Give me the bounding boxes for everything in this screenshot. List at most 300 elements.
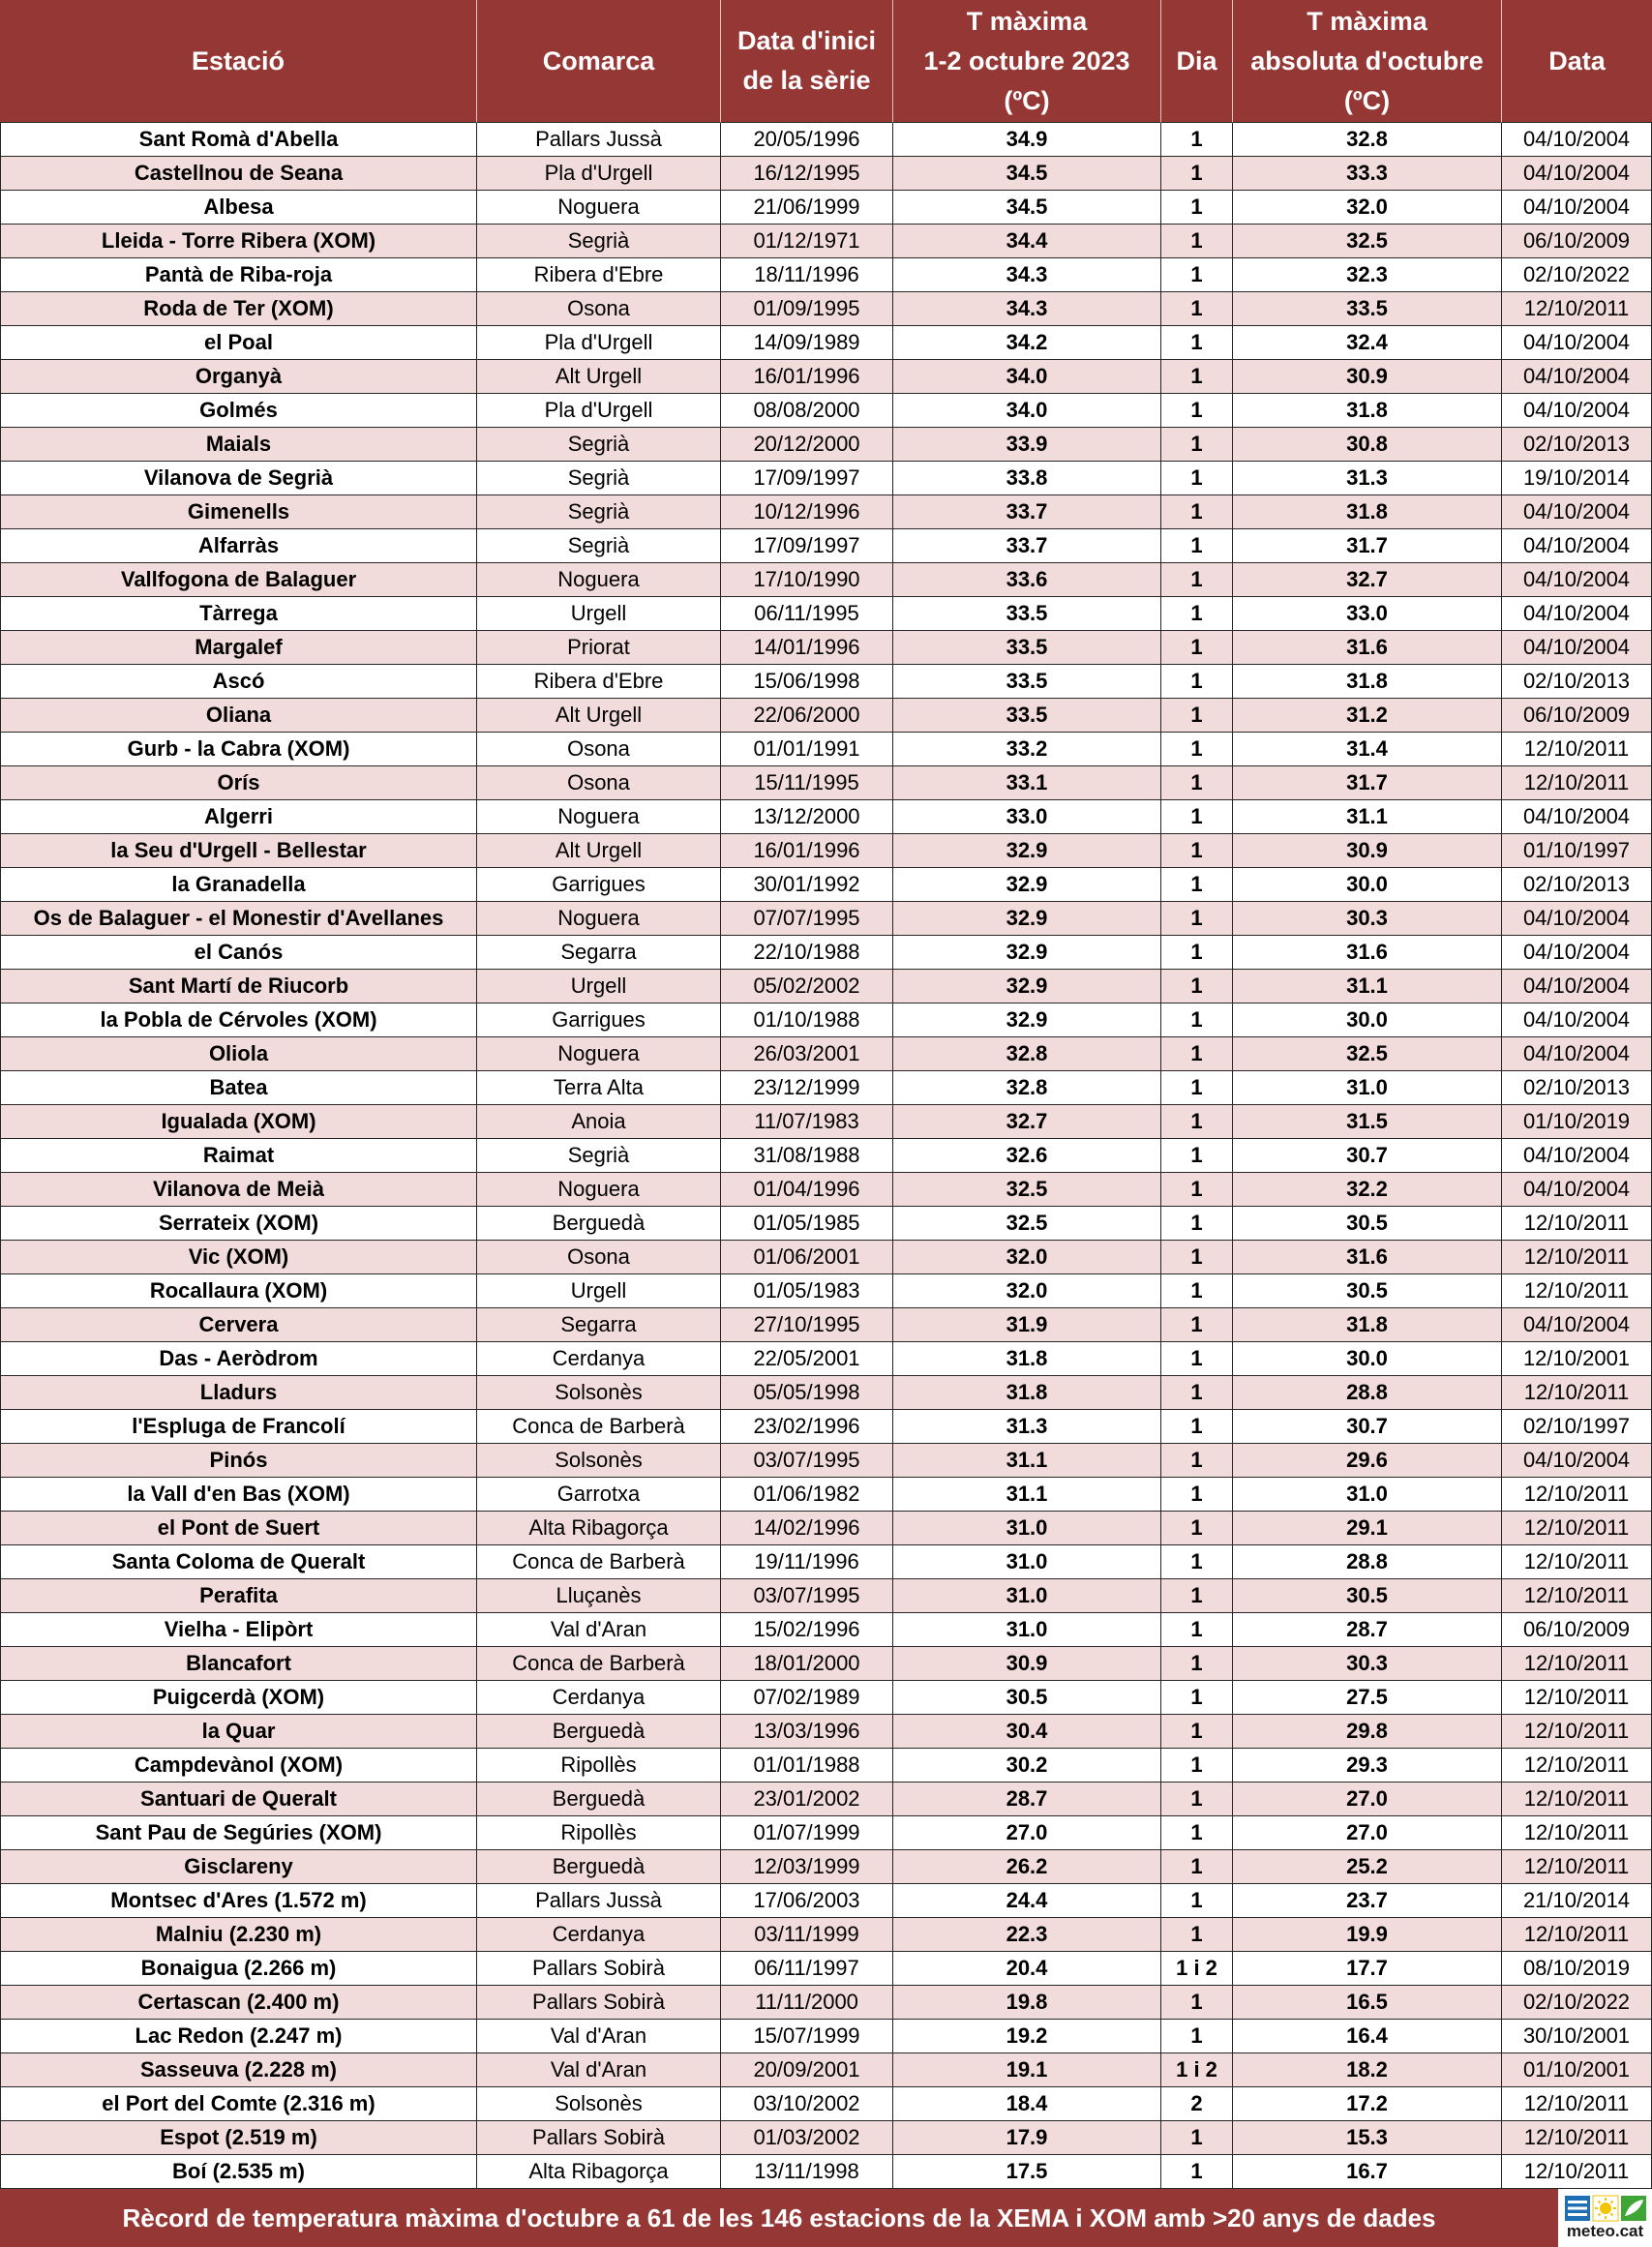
cell-data-inici: 22/06/2000 — [721, 699, 893, 733]
cell-data-inici: 11/11/2000 — [721, 1986, 893, 2020]
cell-data: 04/10/2004 — [1502, 123, 1652, 157]
cell-data: 12/10/2011 — [1502, 2087, 1652, 2121]
cell-estacio: Perafita — [0, 1579, 477, 1613]
cell-comarca: Alt Urgell — [477, 834, 721, 868]
cell-comarca: Cerdanya — [477, 1681, 721, 1715]
cell-data: 04/10/2004 — [1502, 1444, 1652, 1478]
cell-data: 02/10/2022 — [1502, 258, 1652, 292]
cell-t-max-2023: 33.7 — [893, 529, 1161, 563]
cell-estacio: Sant Pau de Segúries (XOM) — [0, 1816, 477, 1850]
cell-comarca: Osona — [477, 733, 721, 766]
cell-t-max-absoluta: 30.9 — [1233, 834, 1502, 868]
cell-data: 06/10/2009 — [1502, 699, 1652, 733]
cell-data-inici: 01/06/1982 — [721, 1478, 893, 1512]
cell-dia: 1 — [1161, 1274, 1233, 1308]
cell-estacio: Orís — [0, 766, 477, 800]
cell-comarca: Garrotxa — [477, 1478, 721, 1512]
cell-comarca: Pallars Sobirà — [477, 2121, 721, 2155]
cell-data: 12/10/2011 — [1502, 1376, 1652, 1410]
column-header-data-line: Data — [1548, 45, 1606, 75]
cell-t-max-absoluta: 29.1 — [1233, 1512, 1502, 1545]
cell-estacio: la Seu d'Urgell - Bellestar — [0, 834, 477, 868]
cell-estacio: Cervera — [0, 1308, 477, 1342]
cell-t-max-2023: 32.9 — [893, 936, 1161, 970]
cell-data-inici: 30/01/1992 — [721, 868, 893, 902]
cell-dia: 1 — [1161, 1884, 1233, 1918]
cell-t-max-2023: 32.6 — [893, 1139, 1161, 1173]
cell-t-max-absoluta: 17.7 — [1233, 1952, 1502, 1986]
cell-data: 08/10/2019 — [1502, 1952, 1652, 1986]
cell-data-inici: 15/02/1996 — [721, 1613, 893, 1647]
cell-estacio: Igualada (XOM) — [0, 1105, 477, 1139]
cell-t-max-absoluta: 30.5 — [1233, 1274, 1502, 1308]
cell-t-max-2023: 34.3 — [893, 292, 1161, 326]
cell-data-inici: 18/11/1996 — [721, 258, 893, 292]
cell-data: 12/10/2011 — [1502, 1850, 1652, 1884]
cell-data-inici: 07/02/1989 — [721, 1681, 893, 1715]
column-header-t-max-2023-line: T màxima — [966, 6, 1088, 36]
cell-dia: 1 — [1161, 1986, 1233, 2020]
cell-data: 01/10/2019 — [1502, 1105, 1652, 1139]
cell-t-max-absoluta: 18.2 — [1233, 2053, 1502, 2087]
cell-estacio: Golmés — [0, 394, 477, 428]
cell-t-max-2023: 33.6 — [893, 563, 1161, 597]
cell-comarca: Pallars Sobirà — [477, 1986, 721, 2020]
cell-dia: 1 i 2 — [1161, 1952, 1233, 1986]
cell-estacio: Bonaigua (2.266 m) — [0, 1952, 477, 1986]
cell-data: 12/10/2011 — [1502, 1681, 1652, 1715]
cell-data: 04/10/2004 — [1502, 1308, 1652, 1342]
cell-data: 12/10/2011 — [1502, 1816, 1652, 1850]
cell-data-inici: 01/09/1995 — [721, 292, 893, 326]
cell-data: 04/10/2004 — [1502, 529, 1652, 563]
cell-t-max-absoluta: 30.3 — [1233, 902, 1502, 936]
cell-t-max-2023: 34.0 — [893, 394, 1161, 428]
meteocat-logo-text: meteo.cat — [1566, 2222, 1644, 2240]
cell-data: 12/10/2011 — [1502, 1207, 1652, 1241]
cell-t-max-absoluta: 30.7 — [1233, 1410, 1502, 1444]
cell-t-max-2023: 32.5 — [893, 1207, 1161, 1241]
cell-t-max-2023: 30.4 — [893, 1715, 1161, 1749]
column-header-t-max-absoluta-line: absoluta d'octubre — [1250, 45, 1484, 75]
table-row — [0, 1478, 1652, 1512]
cell-data: 04/10/2004 — [1502, 360, 1652, 394]
table-row — [0, 1613, 1652, 1647]
cell-t-max-2023: 32.8 — [893, 1037, 1161, 1071]
cell-t-max-absoluta: 33.5 — [1233, 292, 1502, 326]
cell-t-max-absoluta: 31.2 — [1233, 699, 1502, 733]
cell-data: 12/10/2011 — [1502, 2121, 1652, 2155]
cell-t-max-absoluta: 28.8 — [1233, 1545, 1502, 1579]
cell-dia: 1 — [1161, 1850, 1233, 1884]
cell-t-max-2023: 31.8 — [893, 1376, 1161, 1410]
cell-dia: 1 — [1161, 800, 1233, 834]
cell-t-max-2023: 32.5 — [893, 1173, 1161, 1207]
cell-dia: 1 — [1161, 1241, 1233, 1274]
cell-data-inici: 06/11/1997 — [721, 1952, 893, 1986]
cell-dia: 2 — [1161, 2087, 1233, 2121]
table-row — [0, 1952, 1652, 1986]
column-header-comarca — [477, 0, 721, 123]
cell-data-inici: 23/12/1999 — [721, 1071, 893, 1105]
cell-data-inici: 01/05/1983 — [721, 1274, 893, 1308]
cell-comarca: Pla d'Urgell — [477, 326, 721, 360]
cell-data: 12/10/2011 — [1502, 1749, 1652, 1783]
cell-t-max-2023: 19.8 — [893, 1986, 1161, 2020]
cell-comarca: Solsonès — [477, 1376, 721, 1410]
cell-comarca: Noguera — [477, 800, 721, 834]
cell-t-max-2023: 31.0 — [893, 1545, 1161, 1579]
cell-dia: 1 — [1161, 1173, 1233, 1207]
table-header-row — [0, 0, 1652, 123]
cell-data-inici: 27/10/1995 — [721, 1308, 893, 1342]
cell-data-inici: 13/03/1996 — [721, 1715, 893, 1749]
cell-data-inici: 10/12/1996 — [721, 495, 893, 529]
cell-data: 12/10/2011 — [1502, 1715, 1652, 1749]
table-row — [0, 462, 1652, 495]
cell-t-max-2023: 24.4 — [893, 1884, 1161, 1918]
cell-t-max-absoluta: 32.4 — [1233, 326, 1502, 360]
cell-estacio: Lac Redon (2.247 m) — [0, 2020, 477, 2053]
cell-t-max-absoluta: 31.8 — [1233, 394, 1502, 428]
cell-estacio: Vilanova de Meià — [0, 1173, 477, 1207]
cell-data: 06/10/2009 — [1502, 1613, 1652, 1647]
cell-data: 04/10/2004 — [1502, 157, 1652, 191]
cell-comarca: Cerdanya — [477, 1342, 721, 1376]
cell-estacio: Serrateix (XOM) — [0, 1207, 477, 1241]
cell-dia: 1 — [1161, 258, 1233, 292]
cell-estacio: Blancafort — [0, 1647, 477, 1681]
cell-dia: 1 — [1161, 1478, 1233, 1512]
cell-data-inici: 16/01/1996 — [721, 360, 893, 394]
cell-comarca: Pla d'Urgell — [477, 157, 721, 191]
table-footer — [0, 2189, 1652, 2247]
cell-data: 12/10/2011 — [1502, 1647, 1652, 1681]
cell-comarca: Val d'Aran — [477, 2053, 721, 2087]
table-row — [0, 1579, 1652, 1613]
cell-dia: 1 — [1161, 157, 1233, 191]
cell-dia: 1 — [1161, 970, 1233, 1004]
cell-data-inici: 12/03/1999 — [721, 1850, 893, 1884]
cell-estacio: Roda de Ter (XOM) — [0, 292, 477, 326]
cell-comarca: Urgell — [477, 970, 721, 1004]
cell-t-max-2023: 27.0 — [893, 1816, 1161, 1850]
table-row — [0, 733, 1652, 766]
cell-t-max-absoluta: 16.5 — [1233, 1986, 1502, 2020]
cell-comarca: Segrià — [477, 1139, 721, 1173]
cell-t-max-absoluta: 31.6 — [1233, 1241, 1502, 1274]
column-header-estacio — [0, 0, 477, 123]
cell-data: 01/10/1997 — [1502, 834, 1652, 868]
cell-t-max-2023: 28.7 — [893, 1783, 1161, 1816]
cell-comarca: Segrià — [477, 495, 721, 529]
column-header-dia-line: Dia — [1176, 45, 1217, 75]
table-row — [0, 1512, 1652, 1545]
cell-t-max-absoluta: 32.0 — [1233, 191, 1502, 225]
cell-dia: 1 i 2 — [1161, 2053, 1233, 2087]
table-row — [0, 766, 1652, 800]
cell-t-max-2023: 32.8 — [893, 1071, 1161, 1105]
table-row — [0, 834, 1652, 868]
cell-comarca: Berguedà — [477, 1207, 721, 1241]
cell-t-max-absoluta: 30.0 — [1233, 868, 1502, 902]
cell-data: 02/10/1997 — [1502, 1410, 1652, 1444]
cell-t-max-2023: 34.5 — [893, 191, 1161, 225]
cell-comarca: Osona — [477, 1241, 721, 1274]
cell-dia: 1 — [1161, 834, 1233, 868]
cell-t-max-absoluta: 31.6 — [1233, 631, 1502, 665]
cell-t-max-2023: 26.2 — [893, 1850, 1161, 1884]
cell-estacio: Boí (2.535 m) — [0, 2155, 477, 2189]
cell-t-max-absoluta: 17.2 — [1233, 2087, 1502, 2121]
cell-estacio: Certascan (2.400 m) — [0, 1986, 477, 2020]
cell-data-inici: 01/06/2001 — [721, 1241, 893, 1274]
cell-data: 12/10/2011 — [1502, 766, 1652, 800]
table-row — [0, 1376, 1652, 1410]
cell-t-max-absoluta: 31.8 — [1233, 665, 1502, 699]
cell-dia: 1 — [1161, 1207, 1233, 1241]
table-row — [0, 1139, 1652, 1173]
cell-t-max-2023: 34.4 — [893, 225, 1161, 258]
cell-data-inici: 11/07/1983 — [721, 1105, 893, 1139]
cell-dia: 1 — [1161, 1105, 1233, 1139]
cell-data-inici: 01/01/1991 — [721, 733, 893, 766]
cell-t-max-2023: 33.1 — [893, 766, 1161, 800]
cell-estacio: Sant Romà d'Abella — [0, 123, 477, 157]
cell-t-max-absoluta: 16.7 — [1233, 2155, 1502, 2189]
cell-data-inici: 03/07/1995 — [721, 1444, 893, 1478]
cell-data: 04/10/2004 — [1502, 563, 1652, 597]
cell-t-max-2023: 34.0 — [893, 360, 1161, 394]
cell-comarca: Priorat — [477, 631, 721, 665]
cell-t-max-2023: 34.3 — [893, 258, 1161, 292]
cell-t-max-absoluta: 30.7 — [1233, 1139, 1502, 1173]
table-row — [0, 1783, 1652, 1816]
cell-t-max-absoluta: 30.0 — [1233, 1004, 1502, 1037]
cell-t-max-2023: 31.8 — [893, 1342, 1161, 1376]
cell-t-max-2023: 31.9 — [893, 1308, 1161, 1342]
cell-t-max-2023: 31.1 — [893, 1478, 1161, 1512]
cell-dia: 1 — [1161, 1749, 1233, 1783]
cell-t-max-absoluta: 31.6 — [1233, 936, 1502, 970]
cell-t-max-2023: 32.9 — [893, 902, 1161, 936]
table-row — [0, 631, 1652, 665]
cell-data: 04/10/2004 — [1502, 800, 1652, 834]
column-header-t-max-absoluta-line: (ºC) — [1343, 85, 1391, 115]
cell-estacio: Puigcerdà (XOM) — [0, 1681, 477, 1715]
cell-data: 04/10/2004 — [1502, 191, 1652, 225]
cell-dia: 1 — [1161, 733, 1233, 766]
cell-dia: 1 — [1161, 2155, 1233, 2189]
cell-dia: 1 — [1161, 2020, 1233, 2053]
cell-t-max-2023: 34.2 — [893, 326, 1161, 360]
cell-estacio: Batea — [0, 1071, 477, 1105]
cell-comarca: Solsonès — [477, 1444, 721, 1478]
cell-t-max-absoluta: 31.1 — [1233, 800, 1502, 834]
cell-data-inici: 15/07/1999 — [721, 2020, 893, 2053]
cell-estacio: Alfarràs — [0, 529, 477, 563]
cell-estacio: Sasseuva (2.228 m) — [0, 2053, 477, 2087]
cell-dia: 1 — [1161, 868, 1233, 902]
cell-comarca: Osona — [477, 292, 721, 326]
cell-dia: 1 — [1161, 597, 1233, 631]
cell-estacio: Rocallaura (XOM) — [0, 1274, 477, 1308]
cell-estacio: Ascó — [0, 665, 477, 699]
cell-comarca: Berguedà — [477, 1715, 721, 1749]
cell-data-inici: 14/09/1989 — [721, 326, 893, 360]
cell-estacio: Castellnou de Seana — [0, 157, 477, 191]
column-header-estacio-line: Estació — [191, 45, 285, 75]
cell-data-inici: 03/10/2002 — [721, 2087, 893, 2121]
cell-comarca: Lluçanès — [477, 1579, 721, 1613]
cell-dia: 1 — [1161, 1342, 1233, 1376]
cell-comarca: Conca de Barberà — [477, 1410, 721, 1444]
cell-estacio: l'Espluga de Francolí — [0, 1410, 477, 1444]
column-header-comarca-line: Comarca — [542, 45, 655, 75]
cell-comarca: Noguera — [477, 1037, 721, 1071]
table-row — [0, 902, 1652, 936]
cell-data-inici: 21/06/1999 — [721, 191, 893, 225]
cell-comarca: Ribera d'Ebre — [477, 258, 721, 292]
cell-t-max-2023: 32.0 — [893, 1241, 1161, 1274]
meteocat-logo-icon — [1565, 2195, 1646, 2222]
cell-comarca: Alt Urgell — [477, 699, 721, 733]
table-row — [0, 1207, 1652, 1241]
cell-estacio: Das - Aeròdrom — [0, 1342, 477, 1376]
cell-t-max-2023: 31.0 — [893, 1579, 1161, 1613]
footer-caption: Rècord de temperatura màxima d'octubre a 61 de les 146 estacions de la XEMA i XOM amb >20 anys de dades — [122, 2203, 1436, 2232]
table-row — [0, 1681, 1652, 1715]
cell-t-max-2023: 20.4 — [893, 1952, 1161, 1986]
cell-comarca: Urgell — [477, 1274, 721, 1308]
cell-dia: 1 — [1161, 1037, 1233, 1071]
table-row — [0, 1749, 1652, 1783]
cell-t-max-absoluta: 29.3 — [1233, 1749, 1502, 1783]
table-row — [0, 1918, 1652, 1952]
cell-comarca: Solsonès — [477, 2087, 721, 2121]
cell-t-max-2023: 31.1 — [893, 1444, 1161, 1478]
cell-data: 12/10/2011 — [1502, 1478, 1652, 1512]
cell-estacio: la Vall d'en Bas (XOM) — [0, 1478, 477, 1512]
cell-comarca: Val d'Aran — [477, 1613, 721, 1647]
cell-t-max-2023: 33.5 — [893, 631, 1161, 665]
table-row — [0, 258, 1652, 292]
cell-estacio: Sant Martí de Riucorb — [0, 970, 477, 1004]
cell-data: 04/10/2004 — [1502, 597, 1652, 631]
cell-estacio: Os de Balaguer - el Monestir d'Avellanes — [0, 902, 477, 936]
cell-comarca: Noguera — [477, 902, 721, 936]
cell-t-max-absoluta: 27.5 — [1233, 1681, 1502, 1715]
table-row — [0, 1410, 1652, 1444]
cell-estacio: Campdevànol (XOM) — [0, 1749, 477, 1783]
cell-data-inici: 20/05/1996 — [721, 123, 893, 157]
cell-t-max-absoluta: 25.2 — [1233, 1850, 1502, 1884]
cell-dia: 1 — [1161, 1816, 1233, 1850]
table-row — [0, 1037, 1652, 1071]
cell-data-inici: 17/06/2003 — [721, 1884, 893, 1918]
cell-t-max-absoluta: 27.0 — [1233, 1783, 1502, 1816]
cell-data: 04/10/2004 — [1502, 631, 1652, 665]
cell-t-max-2023: 19.2 — [893, 2020, 1161, 2053]
table-row — [0, 597, 1652, 631]
cell-comarca: Alta Ribagorça — [477, 1512, 721, 1545]
cell-data: 04/10/2004 — [1502, 1139, 1652, 1173]
cell-t-max-2023: 32.0 — [893, 1274, 1161, 1308]
cell-data-inici: 19/11/1996 — [721, 1545, 893, 1579]
cell-t-max-absoluta: 31.5 — [1233, 1105, 1502, 1139]
cell-dia: 1 — [1161, 1545, 1233, 1579]
cell-data-inici: 01/12/1971 — [721, 225, 893, 258]
cell-t-max-2023: 33.2 — [893, 733, 1161, 766]
cell-data-inici: 22/10/1988 — [721, 936, 893, 970]
cell-dia: 1 — [1161, 563, 1233, 597]
cell-dia: 1 — [1161, 529, 1233, 563]
cell-estacio: Oliana — [0, 699, 477, 733]
cell-comarca: Ripollès — [477, 1816, 721, 1850]
cell-data-inici: 15/06/1998 — [721, 665, 893, 699]
cell-estacio: el Canós — [0, 936, 477, 970]
cell-comarca: Urgell — [477, 597, 721, 631]
cell-data-inici: 20/09/2001 — [721, 2053, 893, 2087]
table-row — [0, 2087, 1652, 2121]
cell-t-max-2023: 33.5 — [893, 699, 1161, 733]
table-row — [0, 1274, 1652, 1308]
cell-t-max-2023: 22.3 — [893, 1918, 1161, 1952]
cell-dia: 1 — [1161, 1681, 1233, 1715]
cell-comarca: Conca de Barberà — [477, 1545, 721, 1579]
cell-dia: 1 — [1161, 1308, 1233, 1342]
cell-estacio: Santa Coloma de Queralt — [0, 1545, 477, 1579]
cell-dia: 1 — [1161, 699, 1233, 733]
cell-comarca: Osona — [477, 766, 721, 800]
table-row — [0, 157, 1652, 191]
cell-data-inici: 20/12/2000 — [721, 428, 893, 462]
table-row — [0, 529, 1652, 563]
cell-dia: 1 — [1161, 292, 1233, 326]
cell-t-max-absoluta: 29.6 — [1233, 1444, 1502, 1478]
cell-dia: 1 — [1161, 225, 1233, 258]
cell-t-max-absoluta: 33.3 — [1233, 157, 1502, 191]
cell-data-inici: 01/05/1985 — [721, 1207, 893, 1241]
cell-t-max-absoluta: 16.4 — [1233, 2020, 1502, 2053]
cell-t-max-2023: 30.5 — [893, 1681, 1161, 1715]
table-row — [0, 800, 1652, 834]
cell-t-max-absoluta: 31.3 — [1233, 462, 1502, 495]
cell-estacio: Albesa — [0, 191, 477, 225]
cell-estacio: Organyà — [0, 360, 477, 394]
cell-t-max-absoluta: 31.7 — [1233, 529, 1502, 563]
cell-data: 12/10/2011 — [1502, 1545, 1652, 1579]
column-header-data-inici — [721, 0, 893, 123]
cell-comarca: Pallars Jussà — [477, 1884, 721, 1918]
cell-comarca: Terra Alta — [477, 1071, 721, 1105]
cell-data: 12/10/2011 — [1502, 292, 1652, 326]
cell-data-inici: 16/12/1995 — [721, 157, 893, 191]
column-header-t-max-absoluta — [1233, 0, 1502, 123]
cell-data: 02/10/2013 — [1502, 868, 1652, 902]
cell-data-inici: 17/09/1997 — [721, 529, 893, 563]
cell-dia: 1 — [1161, 1613, 1233, 1647]
cell-data-inici: 01/04/1996 — [721, 1173, 893, 1207]
cell-dia: 1 — [1161, 495, 1233, 529]
table-row — [0, 699, 1652, 733]
cell-t-max-2023: 34.9 — [893, 123, 1161, 157]
cell-data: 12/10/2011 — [1502, 1783, 1652, 1816]
table-row — [0, 1241, 1652, 1274]
cell-t-max-absoluta: 31.1 — [1233, 970, 1502, 1004]
cell-data: 04/10/2004 — [1502, 902, 1652, 936]
cell-dia: 1 — [1161, 1410, 1233, 1444]
